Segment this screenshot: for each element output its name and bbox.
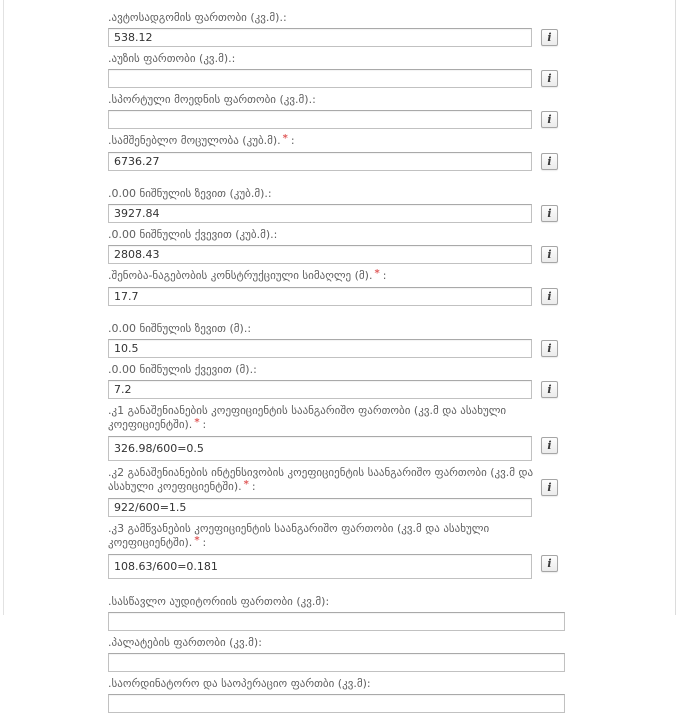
k1-coefficient-input[interactable] [108,436,532,461]
field-input-line [108,554,675,579]
field-label-text: .აუზის ფართობი (კვ.მ).: [108,52,236,65]
info-icon: i [547,383,552,396]
form-field-row [108,322,675,358]
parking-area-input[interactable] [108,28,532,47]
required-asterisk: * [194,417,200,428]
k1-coefficient-info-button[interactable] [541,437,558,454]
volume-above-zero-info-button[interactable] [541,205,558,222]
volume-above-zero-input[interactable] [108,204,532,223]
field-label [108,522,570,551]
pool-area-input[interactable] [108,69,532,88]
k2-coefficient-input[interactable] [108,498,532,517]
info-icon: i [547,342,552,355]
info-icon: i [547,248,552,261]
field-input-line [108,653,675,672]
pool-area-info-button[interactable] [541,70,558,87]
k3-coefficient-input[interactable] [108,554,532,579]
label-colon: : [251,480,256,493]
form-field-row [108,52,675,88]
height-below-zero-input[interactable] [108,380,532,399]
field-label [108,677,570,691]
structural-height-info-button[interactable] [541,288,558,305]
form-field-row [108,134,675,171]
field-input-line [108,69,675,88]
form-field-row [108,636,675,672]
parking-area-info-button[interactable] [541,29,558,46]
field-label [108,466,570,495]
required-asterisk: * [374,268,380,279]
field-input-line [108,152,675,171]
form-field-row [108,466,675,517]
field-label-text: .ავტოსადგომის ფართობი (კვ.მ).: [108,11,287,24]
building-parameters-form [108,11,675,713]
field-label-text: .პალატების ფართობი (კვ.მ): [108,636,262,649]
field-input-line [108,287,675,306]
field-label-text: .სასწავლო აუდიტორიის ფართობი (კვ.მ): [108,595,330,608]
info-icon: i [547,557,552,570]
label-colon: : [382,269,387,282]
volume-below-zero-input[interactable] [108,245,532,264]
height-above-zero-info-button[interactable] [541,340,558,357]
field-label [108,404,570,433]
field-label [108,595,570,609]
field-label-text: .საორდინატორო და საოპერაციო ფართბი (კვ.მ): [108,677,371,690]
field-input-line [108,481,675,517]
field-label-text: .0.00 ნიშნულის ქვევით (მ).: [108,363,257,376]
k2-coefficient-info-button[interactable] [541,479,558,496]
form-panel [3,0,676,690]
field-label [108,636,570,650]
info-icon: i [547,290,552,303]
sports-field-area-info-button[interactable] [541,111,558,128]
info-icon: i [547,113,552,126]
info-icon: i [547,155,552,168]
info-icon: i [547,481,552,494]
form-field-row [108,677,675,713]
field-label [108,322,570,336]
field-label [108,269,570,284]
field-input-line [108,110,675,129]
form-field-row [108,187,675,223]
field-input-line [108,339,675,358]
form-field-row [108,522,675,579]
form-field-row [108,595,675,631]
info-icon: i [547,207,552,220]
field-label-text: .სამშენებლო მოცულობა (კუბ.მ). [108,134,281,147]
form-field-row [108,228,675,264]
required-asterisk: * [194,535,200,546]
field-label-text: .0.00 ნიშნულის ქვევით (კუბ.მ).: [108,228,278,241]
field-label [108,187,570,201]
sports-field-area-input[interactable] [108,110,532,129]
form-field-row [108,404,675,461]
info-icon: i [547,439,552,452]
required-asterisk: * [282,133,288,144]
label-colon: : [202,536,207,549]
construction-volume-input[interactable] [108,152,532,171]
form-field-row [108,269,675,306]
volume-below-zero-info-button[interactable] [541,246,558,263]
field-label [108,11,570,25]
structural-height-input[interactable] [108,287,532,306]
field-input-line [108,204,675,223]
field-label [108,52,570,66]
height-above-zero-input[interactable] [108,339,532,358]
field-input-line [108,380,675,399]
label-colon: : [202,418,207,431]
field-label-text: .სპორტული მოედნის ფართობი (კვ.მ).: [108,93,316,106]
field-label-text: .0.00 ნიშნულის ზევით (კუბ.მ).: [108,187,272,200]
label-colon: : [290,134,295,147]
field-label [108,134,570,149]
field-label [108,363,570,377]
field-label-text: .შენობა-ნაგებობის კონსტრუქციული სიმაღლე (მ). [108,269,373,282]
construction-volume-info-button[interactable] [541,153,558,170]
field-input-line [108,436,675,461]
form-field-row [108,93,675,129]
field-label-text: .0.00 ნიშნულის ზევით (მ).: [108,322,252,335]
form-field-row [108,363,675,399]
field-label-text: .კ2 განაშენიანების ინტენსივობის კოეფიციენტის საანგარიშო ფართობი (კვ.მ და ასახული კოეფიციენტში). [108,466,534,493]
field-label [108,228,570,242]
field-label-text: .კ1 განაშენიანების კოეფიციენტის საანგარიშო ფართობი (კვ.მ და ასახული კოეფიციენტში). [108,404,507,431]
wards-area-input[interactable] [108,653,565,672]
height-below-zero-info-button[interactable] [541,381,558,398]
field-input-line [108,28,675,47]
info-icon: i [547,31,552,44]
field-input-line [108,245,675,264]
info-icon: i [547,72,552,85]
field-input-line [108,694,675,713]
k3-coefficient-info-button[interactable] [541,555,558,572]
field-label [108,93,570,107]
required-asterisk: * [243,479,249,490]
form-field-row [108,11,675,47]
field-label-text: .კ3 გამწვანების კოეფიციენტის საანგარიშო ფართობი (კვ.მ და ასახული კოეფიციენტში). [108,522,490,549]
operating-area-input[interactable] [108,694,565,713]
